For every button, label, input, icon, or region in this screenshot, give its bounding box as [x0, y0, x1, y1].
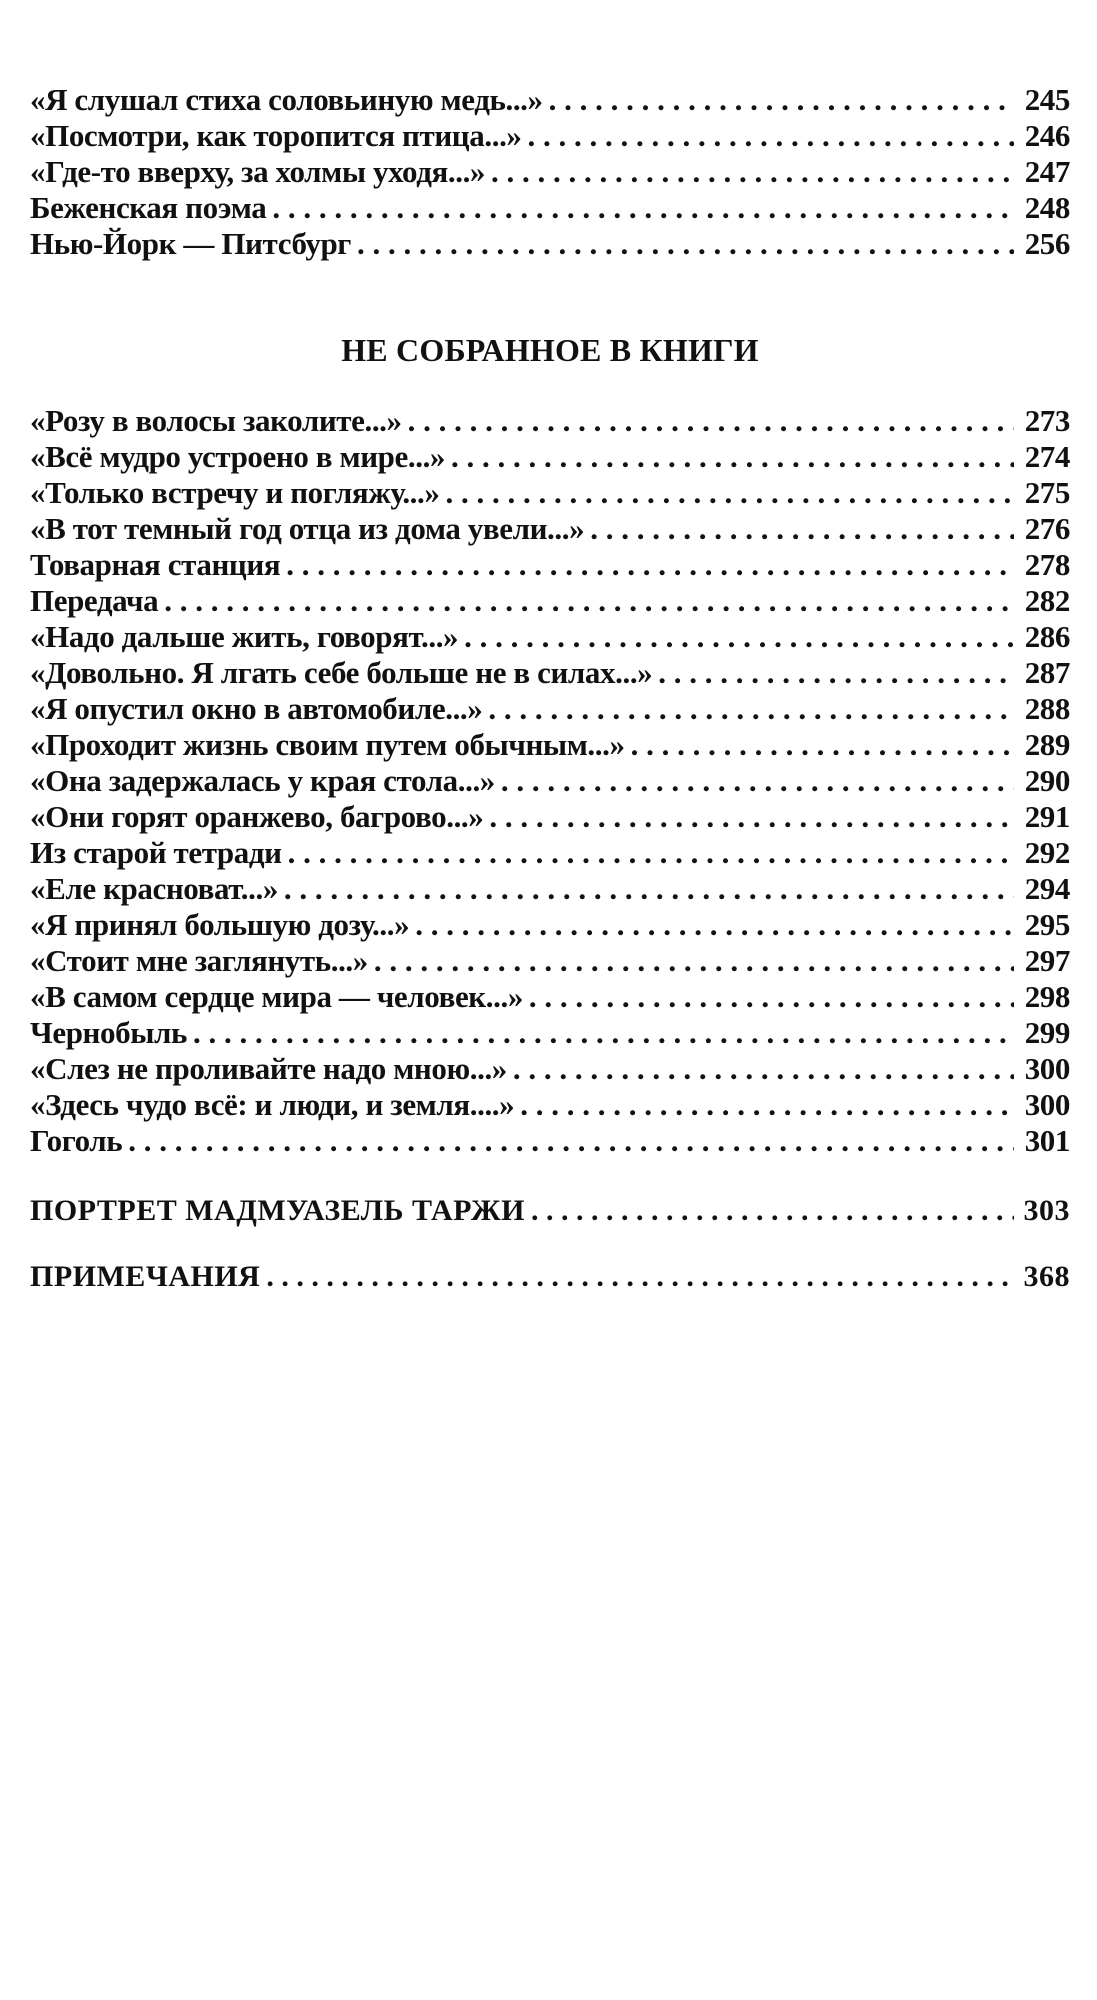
toc-entry[interactable]: [30, 943, 1070, 979]
toc-entry-notes[interactable]: [30, 1259, 1070, 1295]
toc-entry-page-number: 273: [1024, 403, 1070, 438]
toc-entry-page-number: 246: [1024, 118, 1070, 153]
toc-entry-page-number: 291: [1024, 799, 1070, 834]
dot-leader: [272, 190, 1014, 226]
toc-entry-page-number: 292: [1024, 835, 1070, 870]
toc-entry[interactable]: [30, 547, 1070, 583]
toc-entry-page-number: 245: [1024, 82, 1070, 117]
toc-entry-page-number: 278: [1024, 547, 1070, 582]
toc-entry[interactable]: [30, 82, 1070, 118]
toc-entry-title: «Надо дальше жить, говорят...»: [30, 619, 459, 654]
spacer: [30, 262, 1070, 330]
dot-leader: [531, 1193, 1014, 1229]
toc-group-1: [30, 82, 1070, 262]
toc-entry[interactable]: [30, 763, 1070, 799]
toc-entry[interactable]: [30, 403, 1070, 439]
toc-entry[interactable]: [30, 979, 1070, 1015]
dot-leader: [631, 727, 1014, 763]
toc-entry-page-number: 247: [1024, 154, 1070, 189]
toc-group-4: [30, 1259, 1070, 1295]
dot-leader: [374, 943, 1014, 979]
toc-entry-page-number: 287: [1024, 655, 1070, 690]
dot-leader: [491, 154, 1014, 190]
toc-entry-title: Чернобыль: [30, 1015, 188, 1050]
dot-leader: [513, 1051, 1014, 1087]
toc-entry-page-number: 368: [1023, 1260, 1070, 1293]
dot-leader: [488, 691, 1014, 727]
table-of-contents-page: [30, 82, 1070, 1295]
toc-entry-page-number: 299: [1024, 1015, 1070, 1050]
toc-entry-title: «Она задержалась у края стола...»: [30, 763, 495, 798]
dot-leader: [288, 835, 1014, 871]
toc-entry[interactable]: [30, 835, 1070, 871]
toc-entry-title: «Здесь чудо всё: и люди, и земля....»: [30, 1087, 515, 1122]
toc-entry[interactable]: [30, 583, 1070, 619]
toc-group-2: [30, 403, 1070, 1159]
toc-entry-page-number: 276: [1024, 511, 1070, 546]
toc-entry-title: «Где-то вверху, за холмы уходя...»: [30, 154, 486, 189]
toc-entry-title: ПОРТРЕТ МАДМУАЗЕЛЬ ТАРЖИ: [30, 1194, 525, 1227]
toc-entry-title: Передача: [30, 583, 159, 618]
toc-entry-title: «В тот темный год отца из дома увели...»: [30, 511, 585, 546]
toc-entry-portrait[interactable]: [30, 1193, 1070, 1229]
toc-entry[interactable]: [30, 1123, 1070, 1159]
dot-leader: [193, 1015, 1014, 1051]
dot-leader: [451, 439, 1014, 475]
toc-entry-title: «Посмотри, как торопится птица...»: [30, 118, 522, 153]
toc-entry-title: «Только встречу и погляжу...»: [30, 475, 440, 510]
toc-entry-title: «Я принял большую дозу...»: [30, 907, 410, 942]
toc-entry-page-number: 297: [1024, 943, 1070, 978]
toc-entry[interactable]: [30, 1051, 1070, 1087]
toc-entry-page-number: 301: [1024, 1123, 1070, 1158]
toc-entry-page-number: 248: [1024, 190, 1070, 225]
toc-entry-title: ПРИМЕЧАНИЯ: [30, 1260, 261, 1293]
spacer: [30, 1229, 1070, 1259]
toc-entry[interactable]: [30, 190, 1070, 226]
dot-leader: [590, 511, 1014, 547]
toc-entry[interactable]: [30, 1015, 1070, 1051]
toc-entry[interactable]: [30, 511, 1070, 547]
spacer: [30, 370, 1070, 403]
dot-leader: [520, 1087, 1014, 1123]
dot-leader: [501, 763, 1014, 799]
toc-entry-title: Из старой тетради: [30, 835, 282, 870]
toc-entry-page-number: 275: [1024, 475, 1070, 510]
toc-entry-page-number: 288: [1024, 691, 1070, 726]
toc-entry-title: Нью-Йорк — Питсбург: [30, 226, 351, 261]
toc-entry-title: «Стоит мне заглянуть...»: [30, 943, 368, 978]
toc-group-3: [30, 1193, 1070, 1229]
toc-entry[interactable]: [30, 655, 1070, 691]
toc-entry-title: «Довольно. Я лгать себе больше не в силах...»: [30, 655, 653, 690]
toc-entry-title: Беженская поэма: [30, 190, 267, 225]
toc-entry[interactable]: [30, 619, 1070, 655]
dot-leader: [528, 118, 1014, 154]
toc-entry-page-number: 300: [1024, 1051, 1070, 1086]
toc-entry-page-number: 295: [1024, 907, 1070, 942]
toc-entry-page-number: 298: [1024, 979, 1070, 1014]
toc-entry[interactable]: [30, 907, 1070, 943]
toc-entry-page-number: 282: [1024, 583, 1070, 618]
dot-leader: [529, 979, 1014, 1015]
section-heading: НЕ СОБРАННОЕ В КНИГИ: [341, 332, 759, 368]
dot-leader: [408, 403, 1014, 439]
toc-entry-page-number: 290: [1024, 763, 1070, 798]
toc-entry[interactable]: [30, 439, 1070, 475]
toc-entry-page-number: 274: [1024, 439, 1070, 474]
dot-leader: [286, 547, 1014, 583]
toc-entry-page-number: 286: [1024, 619, 1070, 654]
dot-leader: [489, 799, 1014, 835]
toc-entry-title: Гоголь: [30, 1123, 123, 1158]
toc-entry-page-number: 256: [1024, 226, 1070, 261]
toc-entry-title: «Я опустил окно в автомобиле...»: [30, 691, 483, 726]
toc-entry-title: «В самом сердце мира — человек...»: [30, 979, 523, 1014]
dot-leader: [284, 871, 1014, 907]
spacer: [30, 1159, 1070, 1193]
dot-leader: [415, 907, 1014, 943]
toc-entry-page-number: 300: [1024, 1087, 1070, 1122]
toc-entry-page-number: 294: [1024, 871, 1070, 906]
toc-entry[interactable]: [30, 226, 1070, 262]
toc-entry-title: Товарная станция: [30, 547, 281, 582]
toc-entry[interactable]: [30, 1087, 1070, 1123]
toc-entry[interactable]: [30, 118, 1070, 154]
dot-leader: [549, 82, 1014, 118]
dot-leader: [128, 1123, 1014, 1159]
dot-leader: [464, 619, 1014, 655]
dot-leader: [357, 226, 1014, 262]
toc-entry[interactable]: [30, 799, 1070, 835]
toc-entry[interactable]: [30, 871, 1070, 907]
toc-entry-title: «Розу в волосы заколите...»: [30, 403, 402, 438]
toc-entry-page-number: 303: [1023, 1194, 1070, 1227]
dot-leader: [266, 1259, 1014, 1295]
toc-entry[interactable]: [30, 727, 1070, 763]
toc-entry-page-number: 289: [1024, 727, 1070, 762]
toc-entry-title: «Проходит жизнь своим путем обычным...»: [30, 727, 625, 762]
toc-entry-title: «Они горят оранжево, багрово...»: [30, 799, 484, 834]
toc-entry-title: «Всё мудро устроено в мире...»: [30, 439, 446, 474]
toc-entry[interactable]: [30, 475, 1070, 511]
dot-leader: [658, 655, 1014, 691]
toc-entry-title: «Еле красноват...»: [30, 871, 278, 906]
toc-entry[interactable]: [30, 154, 1070, 190]
dot-leader: [445, 475, 1014, 511]
toc-entry[interactable]: [30, 691, 1070, 727]
dot-leader: [164, 583, 1014, 619]
toc-entry-title: «Слез не проливайте надо мною...»: [30, 1051, 507, 1086]
toc-entry-title: «Я слушал стиха соловьиную медь...»: [30, 82, 543, 117]
